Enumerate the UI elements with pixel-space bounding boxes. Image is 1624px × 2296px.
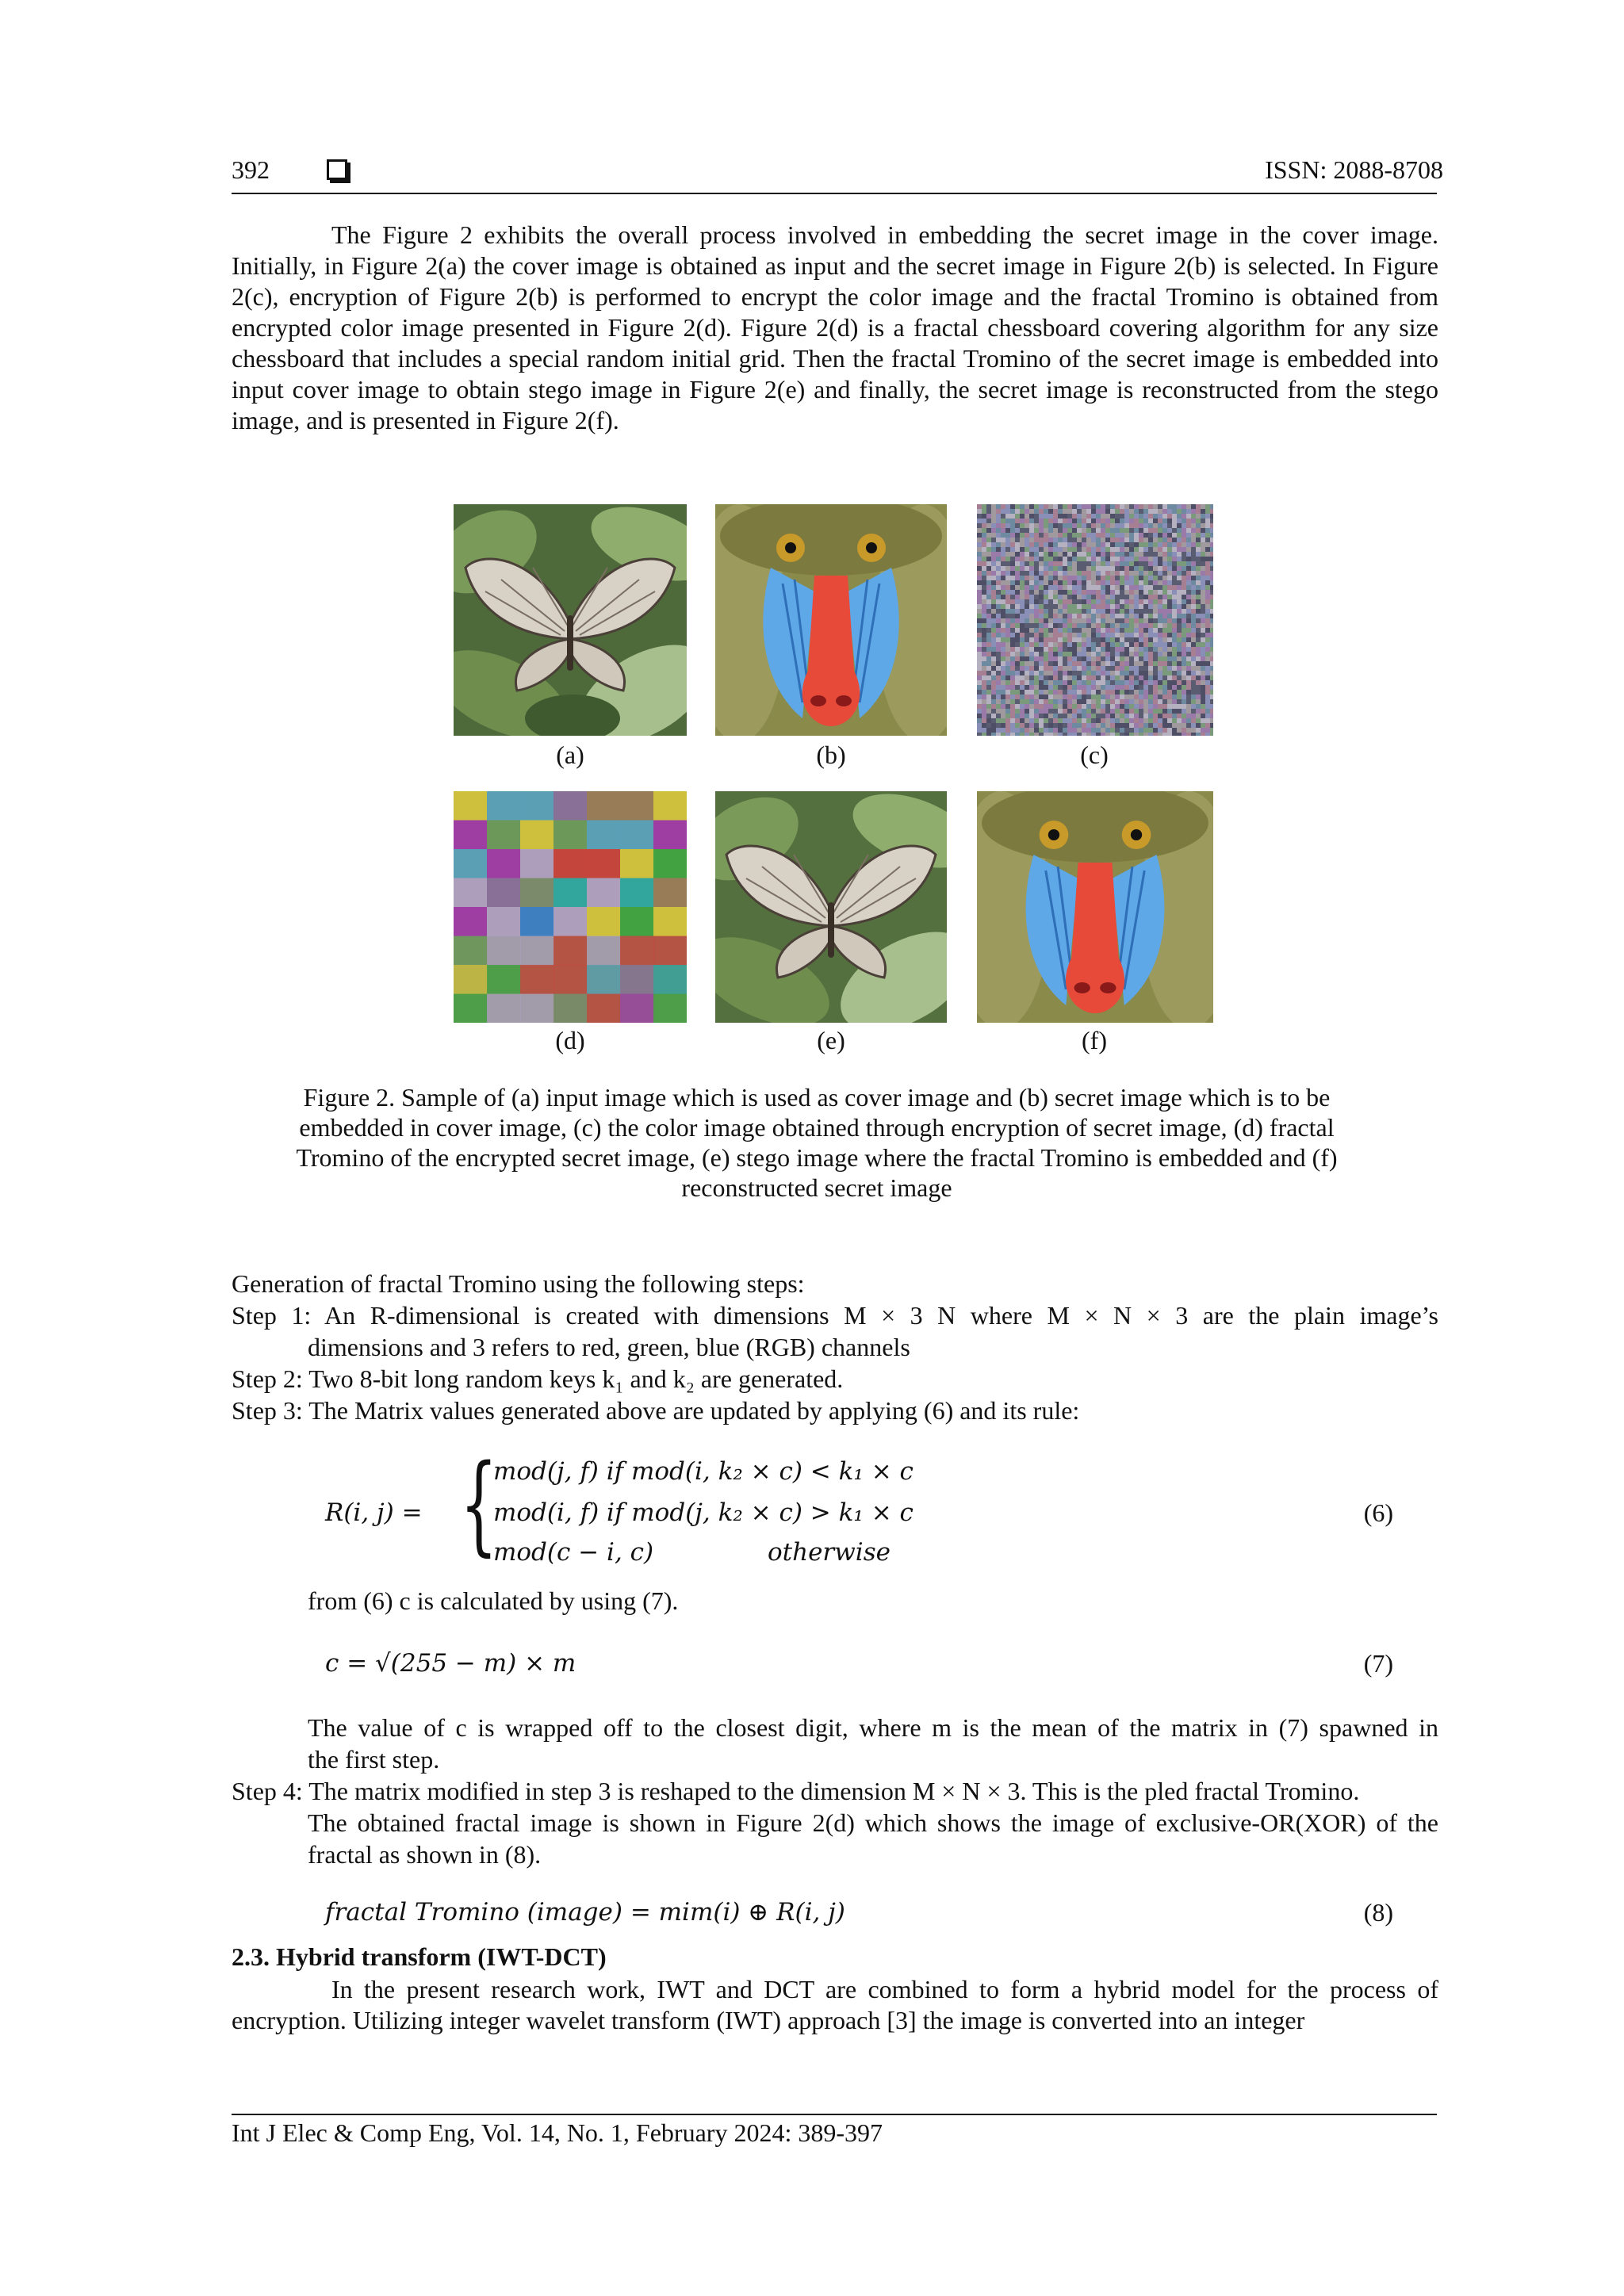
value-of-c-line-1: The value of c is wrapped off to the closest digit, where m is the mean of the matrix in (7) spawned in [308,1713,1438,1742]
eq6-case-3: mod(c − i, c) [493,1538,654,1567]
eq6-case-3-condition: otherwise [768,1538,891,1567]
figure-2c-encrypted-image [977,504,1213,736]
step-4-line-2: The obtained fractal image is shown in Figure 2(d) which shows the image of exclusive-OR(XOR) of the [308,1808,1438,1837]
footer-citation: Int J Elec & Comp Eng, Vol. 14, No. 1, February 2024: 389-397 [232,2118,883,2147]
eq7: c = √(255 − m) × m [325,1649,576,1678]
page-number: 392 [232,155,270,184]
step-3: Step 3: The Matrix values generated above are updated by applying (6) and its rule: [232,1396,1080,1425]
figure-2e-stego-image [715,791,947,1023]
eq6-brace: { [460,1442,498,1567]
step-1-line-2: dimensions and 3 refers to red, green, blue (RGB) channels [308,1333,910,1361]
step-1-line-1: Step 1: An R-dimensional is created with dimensions M × 3 N where M × N × 3 are the plain image’s [232,1301,1438,1330]
section-heading: 2.3. Hybrid transform (IWT-DCT) [232,1942,607,1971]
subfigure-label-c: (c) [1080,740,1109,769]
eq7-number: (7) [1363,1649,1393,1678]
header-rule [232,193,1437,194]
steps-intro: Generation of fractal Tromino using the following steps: [232,1269,805,1298]
figure-caption: Figure 2. Sample of (a) input image which is used as cover image and (b) secret image which is to be embedded in cover image, (c) the color image obtained through encryption of secret image, (d) fractal Tromino of the encrypted secret image, (e) stego image where the fractal Tromino is embedded and (f) reconstructed secret image [296,1083,1338,1202]
eq8: fractal Tromino (image) = mim(i) ⊕ R(i, j) [325,1898,845,1927]
eq6-lhs: R(i, j) = [325,1498,423,1527]
step-4-line-3: fractal as shown in (8). [308,1840,542,1869]
eq8-number: (8) [1363,1898,1393,1927]
eq6-case-1: mod(j, f) if mod(i, k₂ × c) < k₁ × c [493,1457,914,1486]
step-4-line-1: Step 4: The matrix modified in step 3 is reshaped to the dimension M × N × 3. This is the pled fractal Tromino. [232,1777,1360,1805]
figure-2a-cover-image [454,504,687,736]
figure-2f-reconstructed-image [977,791,1213,1023]
subfigure-label-f: (f) [1082,1026,1107,1054]
intro-paragraph: The Figure 2 exhibits the overall process involved in embedding the secret image in the cover image. Initially, in Figure 2(a) the cover image is obtained as input and the secret image in Figure 2(b) is selected. In Figure 2(c), encryption of Figure 2(b) is performed to encrypt the color image and the fractal Tromino is obtained from encrypted color image presented in Figure 2(d). Figure 2(d) is a fractal chessboard covering algorithm for any size chessboard that includes a special random initial grid. Then the fractal Tromino of the secret image is embedded into input cover image to obtain stego image in Figure 2(e) and finally, the secret image is reconstructed from the stego image, and is presented in Figure 2(f). [232,220,1438,434]
subfigure-label-d: (d) [555,1026,585,1054]
square-bullet-icon [327,159,347,180]
footer-rule [232,2114,1437,2115]
figure-2d-fractal-tromino [454,791,687,1023]
section-paragraph: In the present research work, IWT and DCT are combined to form a hybrid model for the process of encryption. Utilizing integer wavelet transform (IWT) approach [3] the image is converted into an integer [232,1975,1438,2034]
eq6-case-2: mod(i, f) if mod(j, k₂ × c) > k₁ × c [493,1498,914,1527]
eq6-number: (6) [1363,1498,1393,1527]
from-eq6-text: from (6) c is calculated by using (7). [308,1586,679,1615]
step-2: Step 2: Two 8-bit long random keys k₁ and k₂ are generated. [232,1364,844,1393]
issn: ISSN: 2088-8708 [1265,155,1443,184]
subfigure-label-a: (a) [556,740,584,769]
value-of-c-line-2: the first step. [308,1745,440,1774]
subfigure-label-b: (b) [816,740,846,769]
figure-2b-secret-image [715,504,947,736]
subfigure-label-e: (e) [817,1026,845,1054]
